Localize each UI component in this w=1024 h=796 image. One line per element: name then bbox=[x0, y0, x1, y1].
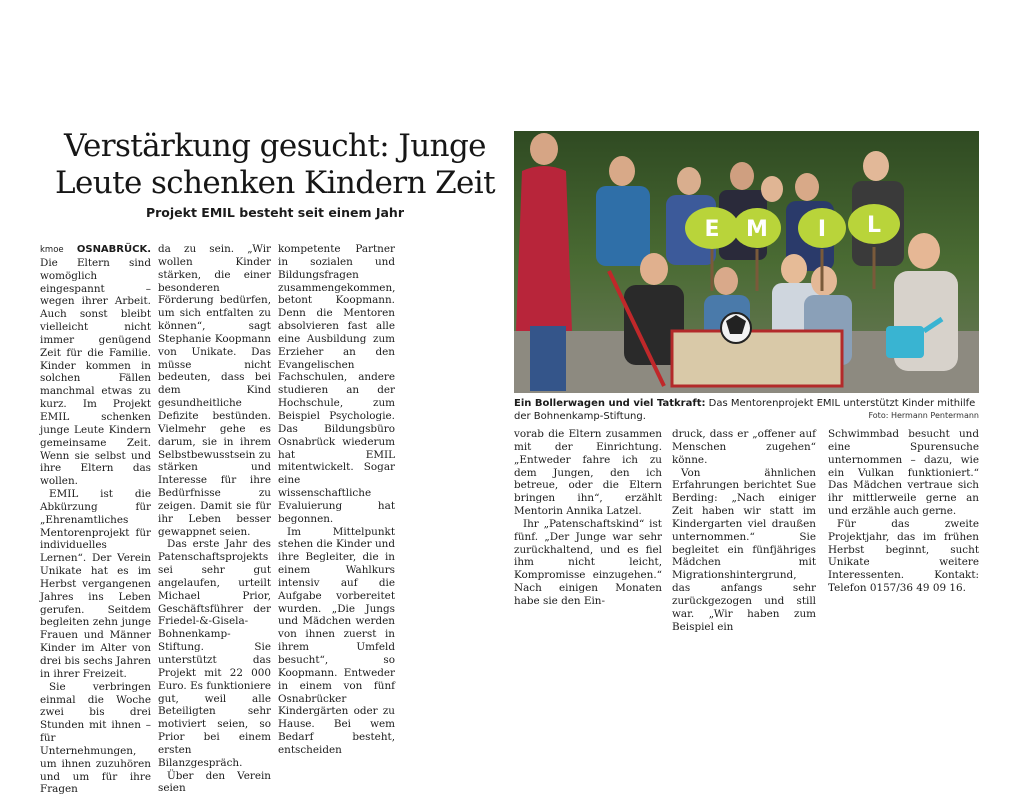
photo-credit: Foto: Hermann Pentermann bbox=[868, 411, 979, 420]
paragraph: Das erste Jahr des Patenschaftsprojekts sei sehr gut angelaufen, urteilt Michael Prior, Geschäftsführer der Friedel-&-Gisela-Bohnenkamp-Stiftung. Sie unterstützt das Projekt mit 22 000 Euro. Es funktioniere gut, weil alle Beteiligten sehr motiviert seien, so Prior bei einem ersten Bilanzgespräch. bbox=[158, 538, 271, 769]
paragraph: kompetente Partner in sozialen und Bildungsfragen zusammengekommen, betont Koopmann. Denn die Mentoren absolvieren fast alle eine Ausbildung zum Erzieher an den Evangelischen Fachschulen, andere studieren an der Hochschule, zum Beispiel Psychologie. Das Bildungsbüro Osnabrück wiederum hat EMIL mitentwickelt. Sogar eine wissenschaftliche Evaluierung hat begonnen. bbox=[278, 243, 396, 525]
caption-title: Ein Bollerwagen und viel Tatkraft: bbox=[514, 398, 706, 409]
dateline: OSNABRÜCK. bbox=[76, 244, 151, 255]
paragraph: Schwimmbad besucht und eine Spurensuche unternommen – dazu, wie ein Vulkan funktioniert.“ Das Mädchen vertraue sich ihr mittlerweile gerne an und erzähle auch gerne. bbox=[828, 428, 979, 518]
author-tag: kmoe bbox=[40, 245, 64, 255]
article-column-4 bbox=[514, 428, 662, 607]
article-column-5 bbox=[672, 428, 816, 633]
sign-letter-e: E bbox=[704, 217, 720, 242]
sign-letter-i: I bbox=[817, 217, 827, 242]
headline bbox=[40, 128, 510, 202]
photo-illustration bbox=[514, 131, 979, 393]
article-column-3 bbox=[278, 243, 396, 756]
paragraph: da zu sein. „Wir wollen Kinder stärken, die einer besonderen Förderung bedürfen, um sich entfalten zu können“, sagt Stephanie Koopmann von Unikate. Das müsse nicht bedeuten, dass bei dem Kind gesundheitliche Defizite bestünden. Vielmehr gehe es darum, sie in ihrem Selbstbewusstsein zu stärken und Interesse für ihre Bedürfnisse zu zeigen. Damit sie für ihr Leben besser gewappnet seien. bbox=[158, 243, 271, 538]
article-column-1 bbox=[40, 243, 151, 796]
paragraph: vorab die Eltern zusammen mit der Einrichtung. „Entweder fahre ich zu dem Jungen, den ich betreue, oder die Eltern bringen ihn“, erzählt Mentorin Annika Latzel. bbox=[514, 428, 662, 518]
paragraph: EMIL ist die Abkürzung für „Ehrenamtliches Mentorenprojekt für individuelles Lernen“. Der Verein Unikate hat es im Herbst vergangenen Jahres ins Leben gerufen. Seitdem begleiten zehn junge Frauen und Männer Kinder im Alter von drei bis sechs Jahren in ihrer Freizeit. bbox=[40, 488, 151, 680]
paragraph: Für das zweite Projektjahr, das im frühen Herbst beginnt, sucht Unikate weitere Interessenten. Kontakt: Telefon 0157/36 49 09 16. bbox=[828, 517, 979, 595]
lead-paragraph bbox=[40, 243, 151, 488]
paragraph: Sie verbringen einmal die Woche zwei bis drei Stunden mit ihnen – für Unternehmungen, um ihnen zuzuhören und um für ihre Fragen bbox=[40, 680, 151, 796]
headline-line-1: Verstärkung gesucht: Junge bbox=[64, 128, 486, 164]
subheadline: Projekt EMIL besteht seit einem Jahr bbox=[145, 205, 404, 220]
paragraph: Ihr „Patenschaftskind“ ist fünf. „Der Junge war sehr zurückhaltend, und es fiel ihm nicht leicht, Kompromisse einzugehen.“ Nach einigen Monaten habe sie den Ein- bbox=[514, 517, 662, 607]
paragraph: Von ähnlichen Erfahrungen berichtet Sue Berding: „Nach einiger Zeit haben wir statt im Kindergarten viel draußen unternommen.“ Sie begleitet ein fünfjähriges Mädchen mit Migrationshintergrund, das anfangs sehr zurückgezogen und still war. „Wir haben zum Beispiel ein bbox=[672, 466, 816, 633]
lead-text: Die Eltern sind womöglich eingespannt – wegen ihrer Arbeit. Auch sonst bleibt vielleicht nicht immer genügend Zeit für die Familie. Kinder kommen in solchen Fällen manchmal etwas zu kurz. Im Projekt EMIL schenken junge Leute Kindern gemeinsame Zeit. Wenn sie selbst und ihre Eltern das wollen. bbox=[40, 256, 151, 488]
sign-letter-m: M bbox=[746, 217, 768, 242]
caption-text: Das Mentorenprojekt EMIL unterstützt Kinder mithilfe der Bohnenkamp-Stiftung. bbox=[514, 398, 976, 422]
article-column-2 bbox=[158, 243, 271, 795]
news-photo bbox=[514, 131, 979, 393]
paragraph: Über den Verein seien bbox=[158, 769, 271, 795]
paragraph: Im Mittelpunkt stehen die Kinder und ihre Begleiter, die in einem Wahlkurs intensiv auf die Aufgabe vorbereitet wurden. „Die Jungs und Mädchen werden von ihnen zuerst in ihrem Umfeld besucht“, so Koopmann. Entweder in einem von fünf Osnabrücker Kindergärten oder zu Hause. Bei wem Bedarf besteht, entscheiden bbox=[278, 525, 395, 756]
sign-letter-l: L bbox=[866, 213, 882, 238]
article-column-6 bbox=[828, 428, 979, 603]
headline-line-2: Leute schenken Kindern Zeit bbox=[55, 165, 495, 201]
paragraph: druck, dass er „offener auf Menschen zugehen“ könne. bbox=[672, 428, 816, 466]
